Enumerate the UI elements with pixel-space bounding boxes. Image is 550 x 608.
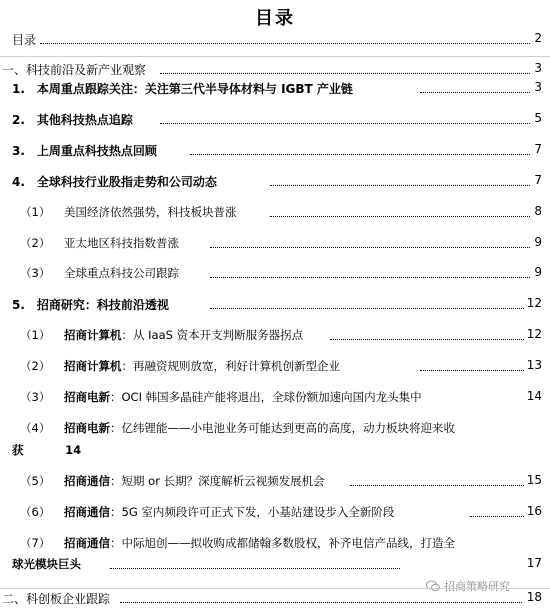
leader-dots <box>210 277 530 278</box>
leader-dots <box>190 154 530 155</box>
leader-dots <box>270 185 530 186</box>
toc-page-number: 7 <box>531 173 542 187</box>
toc-subentry-number: （4） <box>20 421 51 435</box>
toc-entry-3[interactable] <box>0 142 550 160</box>
toc-entry-text: 2. 其他科技热点追踪 <box>12 111 136 128</box>
leader-dots <box>120 602 522 603</box>
toc-entry-1[interactable] <box>0 80 550 98</box>
toc-entry-text: ：再融资规则放宽，利好计算机创新型企业 <box>121 359 340 373</box>
toc-page-number: 18 <box>524 590 542 604</box>
leader-dots <box>110 568 400 569</box>
toc-entry-text: ：短期 or 长期？深度解析云视频发展机会 <box>110 474 325 488</box>
toc-entry-text: 5. 招商研究：科技前沿透视 <box>12 296 172 313</box>
toc-subentry-4-2[interactable] <box>0 235 550 253</box>
toc-entry-2[interactable] <box>0 111 550 129</box>
toc-entry-text: 1. 本周重点跟踪关注：关注第三代半导体材料与 IGBT 产业链 <box>12 80 356 97</box>
toc-subentry-number: （1） <box>20 328 51 342</box>
watermark-text: 招商策略研究 <box>444 580 510 593</box>
leader-dots <box>210 247 530 248</box>
leader-dots <box>40 43 530 44</box>
toc-entry-section-2[interactable] <box>0 590 550 608</box>
leader-dots <box>270 216 530 217</box>
divider <box>0 588 550 589</box>
toc-page-number: 3 <box>531 61 542 75</box>
leader-dots <box>160 123 530 124</box>
toc-page-number: 9 <box>531 235 542 249</box>
toc-entry-text: ：中际旭创——拟收购成都储翰多数股权，补齐电信产品线，打造全 <box>110 536 455 550</box>
toc-entry-text: 亚太地区科技指数普涨 <box>64 236 179 250</box>
toc-page-number: 14 <box>65 443 82 457</box>
toc-entry-5[interactable] <box>0 296 550 314</box>
toc-subentry-source: 招商电新 <box>64 390 110 404</box>
toc-entry-text-line2: 获 <box>12 443 24 457</box>
toc-entry-text: 美国经济依然强势，科技板块普涨 <box>64 205 237 219</box>
toc-entry-text: 全球重点科技公司跟踪 <box>64 266 179 280</box>
toc-subentry-5-3[interactable] <box>0 389 550 407</box>
toc-entry-text: 二、科创板企业跟踪 <box>2 590 113 607</box>
toc-subentry-5-2[interactable] <box>0 358 550 376</box>
toc-subentry-5-4-continuation[interactable] <box>12 442 81 458</box>
toc-page-number: 12 <box>524 327 542 341</box>
toc-subentry-source: 招商通信 <box>64 536 110 550</box>
leader-dots <box>470 516 530 517</box>
toc-page-number: 8 <box>531 204 542 218</box>
toc-page-number: 9 <box>531 265 542 279</box>
leader-dots <box>210 308 530 309</box>
toc-subentry-source: 招商通信 <box>64 505 110 519</box>
toc-subentry-5-6[interactable] <box>0 504 550 522</box>
toc-page-number: 13 <box>524 358 542 372</box>
toc-subentry-number: （5） <box>20 474 51 488</box>
toc-entry-text-line2: 球光模块巨头 <box>12 557 81 571</box>
toc-entry-text: ：5G 室内频段许可正式下发，小基站建设步入全新阶段 <box>110 505 395 519</box>
toc-subentry-4-3[interactable] <box>0 265 550 283</box>
toc-page-number: 17 <box>524 556 542 570</box>
toc-subentry-number: （7） <box>20 536 51 550</box>
toc-subentry-source: 招商通信 <box>64 474 110 488</box>
toc-entry-text: 4. 全球科技行业股指走势和公司动态 <box>12 173 220 190</box>
toc-subentry-5-4[interactable] <box>0 420 550 438</box>
toc-page-number: 14 <box>524 389 542 403</box>
toc-entry-text: 目录 <box>12 31 39 48</box>
toc-subentry-5-5[interactable] <box>0 473 550 491</box>
toc-page-number: 2 <box>531 31 542 45</box>
divider <box>0 56 550 57</box>
toc-title: 目录 <box>255 8 295 29</box>
toc-entry-text: 一、科技前沿及新产业观察 <box>2 61 149 78</box>
leader-dots <box>350 485 530 486</box>
toc-subentry-5-1[interactable] <box>0 327 550 345</box>
toc-subentry-4-1[interactable] <box>0 204 550 222</box>
toc-subentry-number: （6） <box>20 505 51 519</box>
toc-subentry-number: （2） <box>20 359 51 373</box>
toc-subentry-source: 招商计算机 <box>64 359 122 373</box>
toc-subentry-source: 招商计算机 <box>64 328 122 342</box>
toc-entry-section-1[interactable] <box>0 61 550 79</box>
toc-subentry-5-7[interactable] <box>0 535 550 553</box>
leader-dots <box>420 92 530 93</box>
toc-page-number: 5 <box>531 111 542 125</box>
toc-page-number: 12 <box>524 296 542 310</box>
toc-entry-text: ：OCI 韩国多晶硅产能将退出，全球份额加速向国内龙头集中 <box>110 390 422 404</box>
toc-subentry-number: （2） <box>20 236 51 250</box>
leader-dots <box>330 339 530 340</box>
toc-subentry-number: （3） <box>20 390 51 404</box>
leader-dots <box>420 370 530 371</box>
toc-entry-text: ：从 IaaS 资本开支判断服务器拐点 <box>121 328 304 342</box>
toc-subentry-source: 招商电新 <box>64 421 110 435</box>
toc-subentry-5-7-continuation[interactable] <box>0 556 550 574</box>
toc-subentry-number: （3） <box>20 266 51 280</box>
leader-dots <box>160 73 530 74</box>
toc-entry-text: 3. 上周重点科技热点回顾 <box>12 142 160 159</box>
toc-page-number: 16 <box>524 504 542 518</box>
toc-entry-contents[interactable] <box>0 31 550 49</box>
toc-entry-text: ：亿纬锂能——小电池业务可能达到更高的高度，动力板块将迎来收 <box>110 421 455 435</box>
toc-page-number: 3 <box>531 80 542 94</box>
toc-page-number: 7 <box>531 142 542 156</box>
toc-page-number: 15 <box>524 473 542 487</box>
toc-subentry-number: （1） <box>20 205 51 219</box>
toc-entry-4[interactable] <box>0 173 550 191</box>
